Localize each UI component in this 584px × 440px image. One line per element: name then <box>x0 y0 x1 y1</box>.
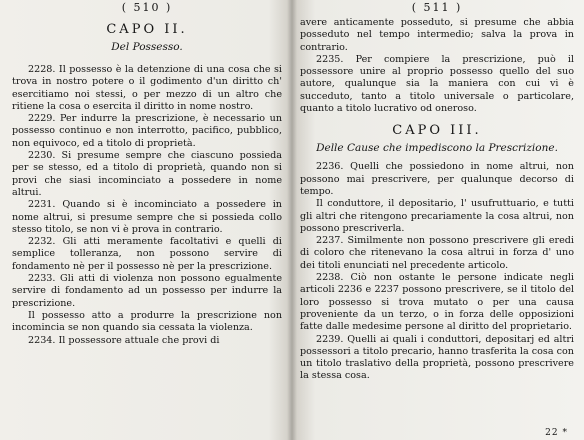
page-number-left: ( 510 ) <box>121 1 173 14</box>
right-page <box>292 0 584 440</box>
paragraph: 2228. Il possesso è la detenzione di una cosa che si trova in nostro potere o il godimento d'un diritto ch' esercitiamo noi stessi, o per mezzo di un altro che ritiene la cosa o esercita il diritto in nome nostro. <box>12 64 282 112</box>
paragraph: 2233. Gli atti di violenza non possono egualmente servire di fondamento ad un possesso per indurre la prescrizione. <box>12 273 282 309</box>
paragraph: 2234. Il possessore attuale che provi di <box>28 334 220 346</box>
paragraph: 2237. Similmente non possono prescrivere gli eredi di coloro che ritenevano la cosa altrui in forza d' uno dei titoli enunciati nel precedente articolo. <box>300 235 574 271</box>
paragraph: 2229. Per indurre la prescrizione, è necessario un possesso continuo e non interrotto, pacifico, pubblico, non equivoco, ed a titolo di proprietà. <box>12 113 282 149</box>
page-number-right: ( 511 ) <box>411 1 463 14</box>
right-top-text <box>300 17 574 115</box>
paragraph: 2238. Ciò non ostante le persone indicate negli articoli 2236 e 2237 possono prescrivere, se il titolo del loro possesso si trova mutato o per una causa proveniente da un terzo, o in forza delle opposizioni fatte dalle medesime persone al diritto del proprietario. <box>300 272 574 333</box>
catchword: 22 * <box>545 428 568 438</box>
paragraph: Il conduttore, il depositario, l' usufruttuario, e tutti gli altri che ritengono precariamente la cosa altrui, non possono prescriverla. <box>300 198 574 234</box>
paragraph: avere anticamente posseduto, si presume che abbia posseduto nel tempo intermedio; salva la prova in contrario. <box>300 17 574 53</box>
paragraph: 2231. Quando si è incominciato a possedere in nome altrui, si presume sempre che si possieda collo stesso titolo, se non vi è prova in contrario. <box>12 199 282 235</box>
paragraph: Il possesso atto a produrre la prescrizione non incomincia se non quando sia cessata la violenza. <box>12 309 282 334</box>
paragraph: 2235. Per compiere la prescrizione, può il possessore unire al proprio possesso quello del suo autore, qualunque sia la maniera con cui vi è succeduto, tanto a titolo universale o particolare, quanto a titolo lucrativo od oneroso. <box>300 53 574 115</box>
right-body-text <box>300 161 574 382</box>
chapter-heading-right: CAPO III. <box>392 123 482 139</box>
paragraph: 2236. Quelli che possiedono in nome altrui, non possono mai prescrivere, per qualunque decorso di tempo. <box>300 161 574 197</box>
paragraph: 2230. Si presume sempre che ciascuno possieda per se stesso, ed a titolo di proprietà, quando non si provi che siasi incominciato a possedere in nome altrui. <box>12 150 282 198</box>
chapter-subtitle-right: Delle Cause che impediscono la Prescrizione. <box>316 142 558 155</box>
paragraph: 2239. Quelli ai quali i conduttori, depositarj ed altri possessori a titolo precario, hanno trasferita la cosa con un titolo traslativo della proprietà, possono prescrivere la stessa cosa. <box>300 333 574 382</box>
left-body-text <box>12 64 282 347</box>
paragraph: 2232. Gli atti meramente facoltativi e quelli di semplice tolleranza, non possono servire di fondamento nè per il possesso nè per la prescrizione. <box>12 236 282 272</box>
chapter-heading-left: CAPO II. <box>106 22 188 37</box>
chapter-subtitle-left: Del Possesso. <box>111 41 183 53</box>
